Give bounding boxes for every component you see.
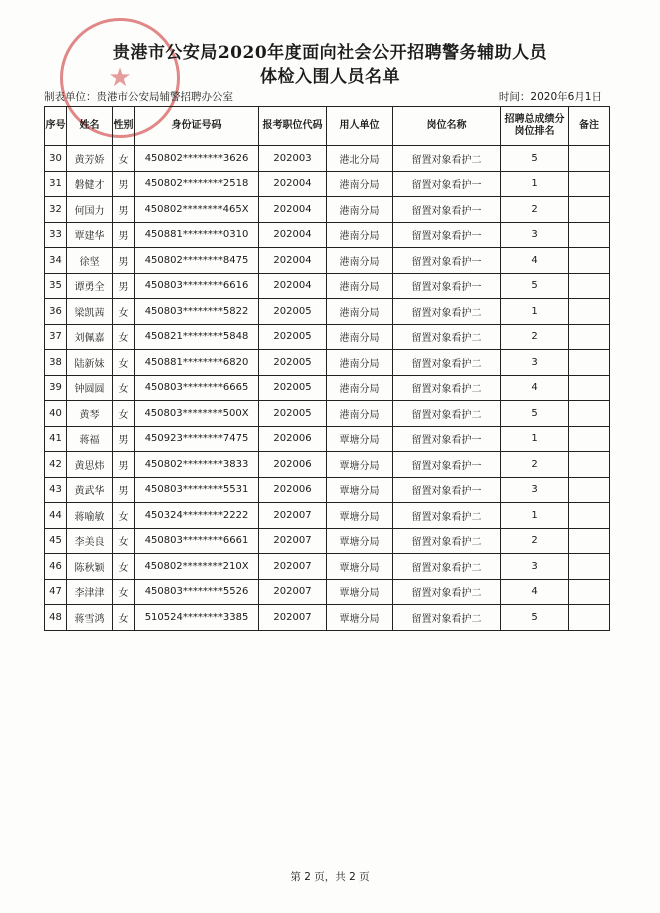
cell-position-code: 202006 [259,452,327,478]
header-gender: 性别 [113,107,135,146]
cell-post-name: 留置对象看护一 [393,273,501,299]
table-row [45,146,610,172]
star-icon: ★ [108,63,132,93]
document-title: 贵港市公安局2020年度面向社会公开招聘警务辅助人员 [112,43,548,63]
cell-remarks [569,375,610,401]
issuing-unit: 制表单位：贵港市公安局辅警招聘办公室 [44,91,233,103]
cell-index: 42 [45,452,67,478]
cell-position-code: 202006 [259,477,327,503]
cell-employer: 港南分局 [327,299,393,325]
cell-id-number: 450923********7475 [135,426,259,452]
cell-id-number: 450803********6661 [135,528,259,554]
cell-rank: 1 [501,503,569,529]
cell-remarks [569,171,610,197]
cell-position-code: 202007 [259,554,327,580]
cell-employer: 港南分局 [327,375,393,401]
cell-position-code: 202007 [259,528,327,554]
cell-rank: 4 [501,375,569,401]
cell-remarks [569,350,610,376]
cell-employer: 覃塘分局 [327,554,393,580]
cell-index: 30 [45,146,67,172]
cell-rank: 3 [501,222,569,248]
cell-name: 刘佩嘉 [67,324,113,350]
cell-name: 蒋雪鸿 [67,605,113,631]
cell-remarks [569,299,610,325]
cell-post-name: 留置对象看护二 [393,579,501,605]
cell-post-name: 留置对象看护一 [393,426,501,452]
cell-post-name: 留置对象看护一 [393,171,501,197]
cell-id-number: 450802********465X [135,197,259,223]
cell-id-number: 450803********5526 [135,579,259,605]
cell-gender: 女 [113,146,135,172]
cell-name: 黄思炜 [67,452,113,478]
cell-position-code: 202005 [259,324,327,350]
cell-employer: 覃塘分局 [327,452,393,478]
cell-name: 黄芳娇 [67,146,113,172]
cell-position-code: 202007 [259,503,327,529]
cell-id-number: 450881********6820 [135,350,259,376]
cell-remarks [569,605,610,631]
table-header-row [45,107,610,146]
cell-gender: 女 [113,401,135,427]
cell-name: 覃建华 [67,222,113,248]
table-row [45,554,610,580]
cell-rank: 4 [501,248,569,274]
header-position-code: 报考职位代码 [259,107,327,146]
table-row [45,197,610,223]
cell-name: 何国力 [67,197,113,223]
cell-employer: 覃塘分局 [327,579,393,605]
cell-index: 33 [45,222,67,248]
header-name: 姓名 [67,107,113,146]
cell-post-name: 留置对象看护二 [393,146,501,172]
header-rank: 招聘总成绩分岗位排名 [501,107,569,146]
table-row [45,324,610,350]
cell-position-code: 202004 [259,197,327,223]
cell-employer: 覃塘分局 [327,503,393,529]
cell-post-name: 留置对象看护二 [393,554,501,580]
cell-rank: 4 [501,579,569,605]
cell-rank: 5 [501,605,569,631]
cell-rank: 3 [501,554,569,580]
cell-id-number: 450803********6665 [135,375,259,401]
cell-position-code: 202005 [259,299,327,325]
cell-name: 徐坚 [67,248,113,274]
cell-id-number: 450821********5848 [135,324,259,350]
cell-employer: 覃塘分局 [327,528,393,554]
cell-index: 39 [45,375,67,401]
cell-gender: 男 [113,477,135,503]
cell-post-name: 留置对象看护二 [393,299,501,325]
cell-employer: 港南分局 [327,248,393,274]
cell-id-number: 450324********2222 [135,503,259,529]
cell-rank: 2 [501,528,569,554]
cell-remarks [569,273,610,299]
cell-employer: 覃塘分局 [327,605,393,631]
cell-post-name: 留置对象看护二 [393,375,501,401]
cell-employer: 港南分局 [327,171,393,197]
cell-gender: 男 [113,197,135,223]
cell-rank: 5 [501,401,569,427]
cell-position-code: 202007 [259,579,327,605]
cell-gender: 女 [113,579,135,605]
cell-employer: 港南分局 [327,273,393,299]
cell-rank: 2 [501,324,569,350]
cell-position-code: 202006 [259,426,327,452]
cell-gender: 女 [113,350,135,376]
cell-id-number: 450802********3626 [135,146,259,172]
cell-post-name: 留置对象看护二 [393,324,501,350]
cell-id-number: 450802********210X [135,554,259,580]
table-row [45,171,610,197]
cell-position-code: 202007 [259,605,327,631]
cell-index: 34 [45,248,67,274]
cell-remarks [569,426,610,452]
table-row [45,503,610,529]
cell-id-number: 450803********6616 [135,273,259,299]
cell-employer: 覃塘分局 [327,426,393,452]
header-remarks: 备注 [569,107,610,146]
cell-employer: 港南分局 [327,222,393,248]
table-row [45,579,610,605]
cell-index: 35 [45,273,67,299]
cell-position-code: 202004 [259,171,327,197]
header-post-name: 岗位名称 [393,107,501,146]
cell-name: 陆新妹 [67,350,113,376]
cell-remarks [569,222,610,248]
cell-name: 李津津 [67,579,113,605]
cell-gender: 男 [113,273,135,299]
cell-remarks [569,579,610,605]
cell-id-number: 450881********0310 [135,222,259,248]
cell-employer: 港北分局 [327,146,393,172]
cell-name: 钟圆圆 [67,375,113,401]
cell-name: 磐健才 [67,171,113,197]
cell-post-name: 留置对象看护一 [393,477,501,503]
cell-name: 蒋福 [67,426,113,452]
table-row [45,299,610,325]
cell-position-code: 202004 [259,222,327,248]
cell-remarks [569,324,610,350]
cell-position-code: 202003 [259,146,327,172]
cell-name: 黄武华 [67,477,113,503]
header-id-number: 身份证号码 [135,107,259,146]
cell-rank: 1 [501,171,569,197]
cell-employer: 港南分局 [327,197,393,223]
cell-remarks [569,401,610,427]
cell-rank: 2 [501,197,569,223]
cell-id-number: 450802********3833 [135,452,259,478]
cell-index: 31 [45,171,67,197]
cell-remarks [569,528,610,554]
cell-gender: 女 [113,554,135,580]
cell-rank: 5 [501,273,569,299]
cell-employer: 覃塘分局 [327,477,393,503]
cell-gender: 女 [113,299,135,325]
cell-rank: 1 [501,426,569,452]
cell-index: 37 [45,324,67,350]
cell-id-number: 450803********5822 [135,299,259,325]
cell-remarks [569,503,610,529]
cell-index: 47 [45,579,67,605]
table-row [45,401,610,427]
cell-name: 李美良 [67,528,113,554]
table-row [45,528,610,554]
cell-name: 蒋喻敏 [67,503,113,529]
cell-index: 44 [45,503,67,529]
cell-employer: 港南分局 [327,350,393,376]
cell-index: 43 [45,477,67,503]
cell-position-code: 202005 [259,375,327,401]
cell-gender: 女 [113,324,135,350]
cell-rank: 3 [501,350,569,376]
cell-remarks [569,477,610,503]
table-row [45,350,610,376]
cell-post-name: 留置对象看护一 [393,452,501,478]
cell-gender: 男 [113,222,135,248]
header-index: 序号 [45,107,67,146]
cell-index: 32 [45,197,67,223]
cell-position-code: 202004 [259,248,327,274]
candidate-table [44,106,610,631]
table-row [45,273,610,299]
cell-index: 48 [45,605,67,631]
cell-gender: 男 [113,171,135,197]
table-row [45,452,610,478]
table-row [45,248,610,274]
cell-index: 36 [45,299,67,325]
header-employer: 用人单位 [327,107,393,146]
cell-post-name: 留置对象看护二 [393,605,501,631]
page-number: 第 2 页，共 2 页 [290,871,370,883]
cell-id-number: 450802********8475 [135,248,259,274]
cell-remarks [569,146,610,172]
cell-post-name: 留置对象看护一 [393,248,501,274]
cell-gender: 女 [113,528,135,554]
cell-rank: 2 [501,452,569,478]
cell-gender: 女 [113,503,135,529]
cell-position-code: 202005 [259,401,327,427]
cell-id-number: 450802********2518 [135,171,259,197]
cell-gender: 男 [113,426,135,452]
cell-remarks [569,248,610,274]
cell-rank: 3 [501,477,569,503]
cell-position-code: 202005 [259,350,327,376]
cell-rank: 1 [501,299,569,325]
cell-index: 45 [45,528,67,554]
cell-gender: 女 [113,375,135,401]
cell-name: 梁凯茜 [67,299,113,325]
cell-id-number: 450803********500X [135,401,259,427]
issue-date: 时间：2020年6月1日 [498,91,602,103]
document-subtitle: 体检入围人员名单 [260,67,400,87]
table-row [45,605,610,631]
cell-name: 陈秋颖 [67,554,113,580]
cell-post-name: 留置对象看护一 [393,197,501,223]
cell-id-number: 510524********3385 [135,605,259,631]
cell-post-name: 留置对象看护二 [393,401,501,427]
table-row [45,375,610,401]
cell-employer: 港南分局 [327,324,393,350]
cell-name: 黄琴 [67,401,113,427]
cell-position-code: 202004 [259,273,327,299]
table-row [45,477,610,503]
cell-remarks [569,452,610,478]
cell-post-name: 留置对象看护二 [393,528,501,554]
cell-index: 38 [45,350,67,376]
cell-employer: 港南分局 [327,401,393,427]
cell-name: 谭勇全 [67,273,113,299]
cell-remarks [569,197,610,223]
cell-post-name: 留置对象看护二 [393,503,501,529]
table-row [45,426,610,452]
cell-remarks [569,554,610,580]
cell-gender: 男 [113,452,135,478]
cell-index: 41 [45,426,67,452]
cell-post-name: 留置对象看护二 [393,350,501,376]
cell-gender: 女 [113,605,135,631]
table-row [45,222,610,248]
cell-id-number: 450803********5531 [135,477,259,503]
cell-post-name: 留置对象看护一 [393,222,501,248]
cell-index: 40 [45,401,67,427]
cell-rank: 5 [501,146,569,172]
cell-gender: 男 [113,248,135,274]
cell-index: 46 [45,554,67,580]
